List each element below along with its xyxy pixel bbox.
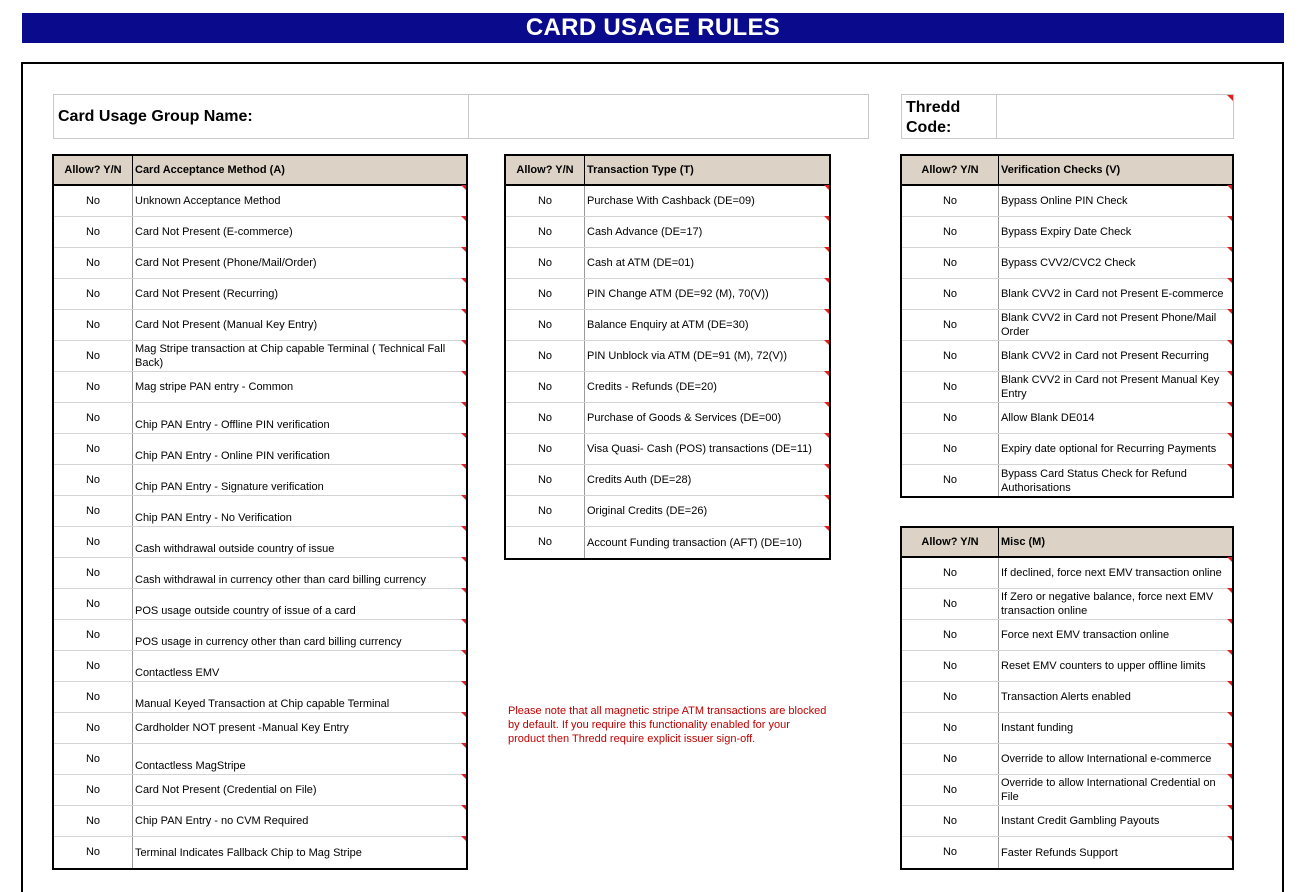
table-row	[54, 248, 466, 279]
comment-marker	[1227, 309, 1232, 314]
allow-cell[interactable]: No	[54, 713, 133, 743]
comment-marker	[461, 650, 466, 655]
allow-cell[interactable]: No	[54, 341, 133, 371]
comment-marker	[1227, 340, 1232, 345]
rule-label: Cardholder NOT present -Manual Key Entry	[135, 722, 349, 734]
comment-marker	[824, 216, 829, 221]
rule-label: If Zero or negative balance, force next EMV transaction online	[1001, 591, 1214, 617]
verification-table	[900, 154, 1234, 498]
allow-cell[interactable]: No	[902, 837, 999, 868]
rule-label: Purchase of Goods & Services (DE=00)	[587, 412, 782, 424]
table-header	[902, 528, 1232, 558]
allow-cell[interactable]: No	[902, 465, 999, 496]
allow-cell[interactable]: No	[54, 837, 133, 868]
comment-marker	[1227, 588, 1232, 593]
allow-cell[interactable]: No	[54, 186, 133, 216]
comment-marker	[824, 495, 829, 500]
comment-marker	[461, 247, 466, 252]
allow-column-header: Allow? Y/N	[902, 156, 999, 184]
allow-cell[interactable]: No	[902, 651, 999, 681]
allow-cell[interactable]: No	[902, 558, 999, 588]
comment-marker	[1227, 95, 1233, 101]
thredd-code-label: Thredd Code:	[906, 99, 961, 136]
rule-label: Bypass CVV2/CVC2 Check	[1001, 257, 1136, 269]
comment-marker	[461, 464, 466, 469]
comment-marker	[1227, 619, 1232, 624]
table-row	[902, 713, 1232, 744]
comment-marker	[461, 340, 466, 345]
thredd-code-box	[901, 94, 1234, 139]
allow-cell[interactable]: No	[902, 217, 999, 247]
rule-label: Expiry date optional for Recurring Payments	[1001, 443, 1217, 455]
comment-marker	[1227, 433, 1232, 438]
allow-cell[interactable]: No	[54, 465, 133, 495]
allow-cell[interactable]: No	[506, 310, 585, 340]
comment-marker	[1227, 681, 1232, 686]
allow-cell[interactable]: No	[54, 806, 133, 836]
table-row	[54, 775, 466, 806]
table-header	[902, 156, 1232, 186]
comment-marker	[1227, 712, 1232, 717]
table-row	[54, 217, 466, 248]
rule-label: PIN Unblock via ATM (DE=91 (M), 72(V))	[587, 350, 787, 362]
comment-marker	[824, 185, 829, 190]
allow-cell[interactable]: No	[902, 341, 999, 371]
comment-marker	[1227, 805, 1232, 810]
table-row	[902, 620, 1232, 651]
table-row	[506, 403, 829, 434]
table-row	[902, 558, 1232, 589]
comment-marker	[1227, 650, 1232, 655]
table-row	[902, 465, 1232, 496]
atm-note: Please note that all magnetic stripe ATM transactions are blocked by default. If you require this functionality enabled for your product then Thredd require explicit issuer sign-off.	[508, 705, 827, 745]
comment-marker	[1227, 836, 1232, 841]
allow-cell[interactable]: No	[506, 496, 585, 526]
comment-marker	[824, 371, 829, 376]
table-row	[902, 279, 1232, 310]
table-row	[54, 744, 466, 775]
rule-label: Contactless MagStripe	[135, 760, 246, 772]
comment-marker	[1227, 774, 1232, 779]
allow-column-header: Allow? Y/N	[902, 528, 999, 556]
table-row	[54, 713, 466, 744]
table-row	[902, 372, 1232, 403]
rule-label: Contactless EMV	[135, 667, 220, 679]
rule-label: Mag stripe PAN entry - Common	[135, 381, 294, 393]
allow-cell[interactable]: No	[902, 620, 999, 650]
comment-marker	[824, 278, 829, 283]
misc-column-header: Misc (M)	[1001, 536, 1045, 548]
comment-marker	[461, 774, 466, 779]
rule-label: Bypass Expiry Date Check	[1001, 226, 1132, 238]
allow-cell[interactable]: No	[54, 248, 133, 278]
rule-label: Chip PAN Entry - No Verification	[135, 512, 292, 524]
comment-marker	[824, 247, 829, 252]
thredd-code-field[interactable]	[998, 95, 1232, 138]
table-row	[54, 558, 466, 589]
comment-marker	[824, 464, 829, 469]
table-row	[54, 837, 466, 868]
comment-marker	[461, 743, 466, 748]
comment-marker	[461, 526, 466, 531]
allow-cell[interactable]: No	[54, 434, 133, 464]
comment-marker	[461, 402, 466, 407]
table-row	[54, 651, 466, 682]
table-row	[506, 186, 829, 217]
rule-label: Balance Enquiry at ATM (DE=30)	[587, 319, 749, 331]
table-row	[54, 527, 466, 558]
table-row	[506, 341, 829, 372]
table-row	[902, 186, 1232, 217]
transaction-column-header: Transaction Type (T)	[587, 164, 694, 176]
rule-label: Bypass Card Status Check for Refund Authorisations	[1001, 467, 1187, 494]
comment-marker	[1227, 278, 1232, 283]
rule-label: Instant funding	[1001, 722, 1074, 734]
rule-label: Card Not Present (Phone/Mail/Order)	[135, 257, 317, 269]
comment-marker	[461, 433, 466, 438]
table-row	[54, 434, 466, 465]
allow-cell[interactable]: No	[902, 248, 999, 278]
transaction-table	[504, 154, 831, 560]
rule-label: Cash withdrawal in currency other than card billing currency	[135, 574, 427, 586]
rule-label: Blank CVV2 in Card not Present Manual Key Entry	[1001, 374, 1220, 400]
comment-marker	[461, 588, 466, 593]
rule-label: Original Credits (DE=26)	[587, 505, 708, 517]
allow-cell[interactable]: No	[902, 434, 999, 464]
comment-marker	[461, 712, 466, 717]
allow-cell[interactable]: No	[54, 279, 133, 309]
table-row	[902, 682, 1232, 713]
rule-label: Cash withdrawal outside country of issue	[135, 543, 335, 555]
table-row	[902, 744, 1232, 775]
allow-cell[interactable]: No	[54, 372, 133, 402]
allow-cell[interactable]: No	[902, 310, 999, 340]
allow-cell[interactable]: No	[902, 775, 999, 805]
rule-label: POS usage in currency other than card billing currency	[135, 636, 402, 648]
table-row	[506, 434, 829, 465]
comment-marker	[824, 309, 829, 314]
rule-label: If declined, force next EMV transaction online	[1001, 567, 1222, 579]
table-row	[902, 775, 1232, 806]
table-row	[902, 837, 1232, 868]
table-row	[54, 682, 466, 713]
rule-label: Reset EMV counters to upper offline limits	[1001, 660, 1206, 672]
table-row	[506, 217, 829, 248]
table-row	[54, 465, 466, 496]
allow-cell[interactable]: No	[54, 527, 133, 557]
allow-column-header: Allow? Y/N	[506, 156, 585, 184]
allow-cell[interactable]: No	[54, 589, 133, 619]
group-name-box	[53, 94, 869, 139]
table-row	[54, 589, 466, 620]
misc-table	[900, 526, 1234, 870]
table-row	[506, 279, 829, 310]
rule-label: Instant Credit Gambling Payouts	[1001, 815, 1160, 827]
table-row	[54, 186, 466, 217]
allow-cell[interactable]: No	[54, 744, 133, 774]
comment-marker	[1227, 743, 1232, 748]
comment-marker	[461, 309, 466, 314]
rule-label: Purchase With Cashback (DE=09)	[587, 195, 755, 207]
allow-cell[interactable]: No	[902, 713, 999, 743]
table-row	[902, 589, 1232, 620]
rule-label: Blank CVV2 in Card not Present Recurring	[1001, 350, 1209, 362]
allow-cell[interactable]: No	[54, 775, 133, 805]
allow-cell[interactable]: No	[902, 372, 999, 402]
allow-cell[interactable]: No	[54, 558, 133, 588]
rule-label: Override to allow International e-commerce	[1001, 753, 1212, 765]
allow-cell[interactable]: No	[54, 310, 133, 340]
allow-cell[interactable]: No	[902, 403, 999, 433]
table-row	[54, 341, 466, 372]
allow-cell[interactable]: No	[506, 279, 585, 309]
comment-marker	[824, 526, 829, 531]
comment-marker	[461, 836, 466, 841]
rule-label: PIN Change ATM (DE=92 (M), 70(V))	[587, 288, 769, 300]
allow-cell[interactable]: No	[506, 372, 585, 402]
rule-label: Force next EMV transaction online	[1001, 629, 1170, 641]
rule-label: Visa Quasi- Cash (POS) transactions (DE=11)	[587, 443, 812, 455]
allow-cell[interactable]: No	[506, 465, 585, 495]
rule-label: Override to allow International Credential on File	[1001, 777, 1216, 803]
allow-cell[interactable]: No	[506, 341, 585, 371]
comment-marker	[824, 340, 829, 345]
acceptance-table	[52, 154, 468, 870]
rule-label: Faster Refunds Support	[1001, 846, 1118, 859]
allow-cell[interactable]: No	[902, 186, 999, 216]
table-row	[54, 806, 466, 837]
rule-label: Bypass Online PIN Check	[1001, 195, 1128, 207]
comment-marker	[461, 557, 466, 562]
group-name-field[interactable]	[470, 95, 866, 138]
comment-marker	[1227, 557, 1232, 562]
comment-marker	[461, 216, 466, 221]
table-row	[902, 341, 1232, 372]
rule-label: Allow Blank DE014	[1001, 412, 1095, 424]
acceptance-column-header: Card Acceptance Method (A)	[135, 164, 285, 176]
rule-label: Credits Auth (DE=28)	[587, 474, 692, 486]
comment-marker	[461, 805, 466, 810]
rule-label: Credits - Refunds (DE=20)	[587, 381, 717, 393]
rule-label: Mag Stripe transaction at Chip capable Terminal ( Technical Fall Back)	[135, 343, 446, 369]
verification-column-header: Verification Checks (V)	[1001, 164, 1121, 176]
comment-marker	[824, 402, 829, 407]
allow-cell[interactable]: No	[902, 279, 999, 309]
comment-marker	[461, 278, 466, 283]
table-row	[54, 279, 466, 310]
rule-label: Terminal Indicates Fallback Chip to Mag Stripe	[135, 846, 362, 859]
comment-marker	[1227, 371, 1232, 376]
table-row	[54, 310, 466, 341]
rule-label: Manual Keyed Transaction at Chip capable Terminal	[135, 698, 390, 710]
allow-cell[interactable]: No	[506, 434, 585, 464]
page-title: CARD USAGE RULES	[22, 13, 1284, 43]
rule-label: Chip PAN Entry - no CVM Required	[135, 815, 309, 827]
rule-label: Unknown Acceptance Method	[135, 195, 281, 207]
table-row	[54, 372, 466, 403]
table-header	[506, 156, 829, 186]
allow-cell[interactable]: No	[506, 186, 585, 216]
allow-column-header: Allow? Y/N	[54, 156, 133, 184]
comment-marker	[461, 185, 466, 190]
table-row	[506, 372, 829, 403]
allow-cell[interactable]: No	[54, 217, 133, 247]
rule-label: Blank CVV2 in Card not Present E-commerce	[1001, 288, 1224, 300]
rule-label: Card Not Present (Manual Key Entry)	[135, 319, 318, 331]
rule-label: Card Not Present (Credential on File)	[135, 784, 317, 796]
rule-label: Cash Advance (DE=17)	[587, 226, 703, 238]
rule-label: POS usage outside country of issue of a card	[135, 605, 356, 617]
comment-marker	[1227, 464, 1232, 469]
rule-label: Transaction Alerts enabled	[1001, 691, 1131, 703]
table-row	[506, 527, 829, 558]
rule-label: Chip PAN Entry - Signature verification	[135, 481, 324, 493]
allow-cell[interactable]: No	[506, 217, 585, 247]
comment-marker	[1227, 402, 1232, 407]
allow-cell[interactable]: No	[506, 248, 585, 278]
table-row	[506, 248, 829, 279]
table-row	[902, 403, 1232, 434]
table-row	[54, 620, 466, 651]
comment-marker	[461, 681, 466, 686]
rule-label: Blank CVV2 in Card not Present Phone/Mail Order	[1001, 312, 1217, 338]
comment-marker	[461, 619, 466, 624]
table-row	[902, 310, 1232, 341]
rule-label: Card Not Present (Recurring)	[135, 288, 279, 300]
table-row	[902, 248, 1232, 279]
group-name-label: Card Usage Group Name:	[58, 108, 253, 125]
rule-label: Chip PAN Entry - Online PIN verification	[135, 450, 330, 462]
table-row	[902, 806, 1232, 837]
table-row	[506, 496, 829, 527]
allow-cell[interactable]: No	[902, 682, 999, 712]
comment-marker	[824, 433, 829, 438]
table-row	[54, 403, 466, 434]
table-header	[54, 156, 466, 186]
allow-cell[interactable]: No	[54, 496, 133, 526]
allow-cell[interactable]: No	[54, 403, 133, 433]
rule-label: Chip PAN Entry - Offline PIN verification	[135, 419, 330, 431]
allow-cell[interactable]: No	[506, 403, 585, 433]
allow-cell[interactable]: No	[902, 744, 999, 774]
allow-cell[interactable]: No	[54, 620, 133, 650]
comment-marker	[461, 371, 466, 376]
table-row	[54, 496, 466, 527]
comment-marker	[461, 495, 466, 500]
table-row	[902, 434, 1232, 465]
allow-cell[interactable]: No	[54, 651, 133, 681]
allow-cell[interactable]: No	[54, 682, 133, 712]
table-row	[902, 217, 1232, 248]
table-row	[506, 310, 829, 341]
comment-marker	[1227, 247, 1232, 252]
comment-marker	[1227, 185, 1232, 190]
allow-cell[interactable]: No	[902, 806, 999, 836]
allow-cell[interactable]: No	[902, 589, 999, 619]
table-row	[902, 651, 1232, 682]
table-row	[506, 465, 829, 496]
comment-marker	[1227, 216, 1232, 221]
allow-cell[interactable]: No	[506, 527, 585, 558]
rule-label: Account Funding transaction (AFT) (DE=10)	[587, 536, 802, 549]
rule-label: Cash at ATM (DE=01)	[587, 257, 695, 269]
rule-label: Card Not Present (E-commerce)	[135, 226, 293, 238]
